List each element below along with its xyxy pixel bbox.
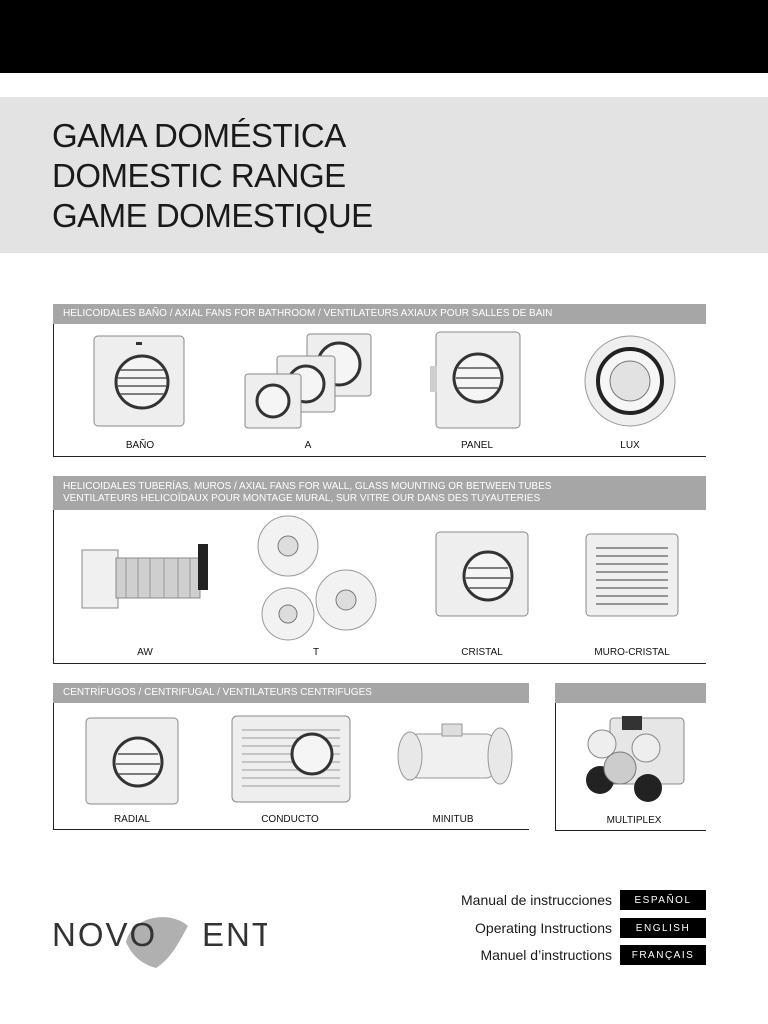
minitub-fan-image [396, 722, 514, 790]
manual-label-french: Manuel d’instructions [480, 947, 612, 963]
language-badge-english: ENGLISH [620, 918, 706, 938]
logo-text-left: NOVO [52, 916, 158, 953]
product-label-lux: LUX [620, 440, 640, 451]
section-header-line1: HELICOIDALES TUBERÍAS, MUROS / AXIAL FANS FOR WALL, GLASS MOUNTING OR BETWEEN TUBES [63, 481, 552, 492]
product-label-muro-cristal: MURO-CRISTAL [594, 647, 670, 658]
muro-cristal-fan-image [584, 530, 680, 620]
product-label-minitub: MINITUB [432, 814, 474, 825]
product-label-bano: BAÑO [125, 440, 155, 451]
panel-fan-image [430, 330, 526, 432]
cristal-fan-image [434, 530, 530, 620]
lux-fan-image [583, 334, 677, 428]
section-header-centrifugal: CENTRÍFUGOS / CENTRIFUGAL / VENTILATEURS CENTRIFUGES [53, 683, 529, 703]
manual-label-english: Operating Instructions [475, 920, 612, 936]
product-label-radial: RADIAL [113, 814, 151, 825]
section-header-line2: VENTILATEURS HELICOÏDAUX POUR MONTAGE MURAL, SUR VITRE OUR DANS DES TUYAUTERIES [63, 493, 541, 504]
t-fan-image [254, 514, 384, 642]
title-english: DOMESTIC RANGE [52, 157, 346, 194]
product-label-cristal: CRISTAL [461, 647, 503, 658]
manual-label-spanish: Manual de instrucciones [461, 892, 612, 908]
radial-fan-image [84, 716, 180, 806]
product-label-aw: AW [137, 647, 153, 658]
novovent-logo [52, 908, 267, 970]
product-label-a: A [304, 440, 312, 451]
title-french: GAME DOMESTIQUE [52, 197, 373, 234]
section-header-axial-wall [53, 476, 706, 510]
a-fan-image [243, 332, 375, 432]
section-header-multiplex [555, 683, 706, 703]
section-header-axial-bathroom: HELICOIDALES BAÑO / AXIAL FANS FOR BATHROOM / VENTILATEURS AXIAUX POUR SALLES DE BAIN [53, 304, 706, 324]
product-label-t: T [312, 647, 320, 658]
title-banner [0, 97, 768, 253]
product-label-multiplex: MULTIPLEX [606, 815, 662, 826]
logo-text-right: ENT [202, 916, 267, 953]
bano-fan-image [92, 334, 188, 430]
language-badge-french: FRANÇAIS [620, 945, 706, 965]
product-label-panel: PANEL [460, 440, 494, 451]
manual-row-spanish [461, 890, 706, 910]
product-label-conducto: CONDUCTO [261, 814, 319, 825]
novovent-logo-mark [52, 908, 267, 970]
top-black-bar [0, 0, 768, 73]
manual-row-french [480, 945, 706, 965]
title-spanish: GAMA DOMÉSTICA [52, 117, 346, 154]
aw-fan-image [80, 538, 212, 612]
multiplex-fan-image [582, 714, 688, 806]
language-badge-spanish: ESPAÑOL [620, 890, 706, 910]
manual-row-english [475, 918, 706, 938]
conducto-fan-image [230, 714, 352, 804]
